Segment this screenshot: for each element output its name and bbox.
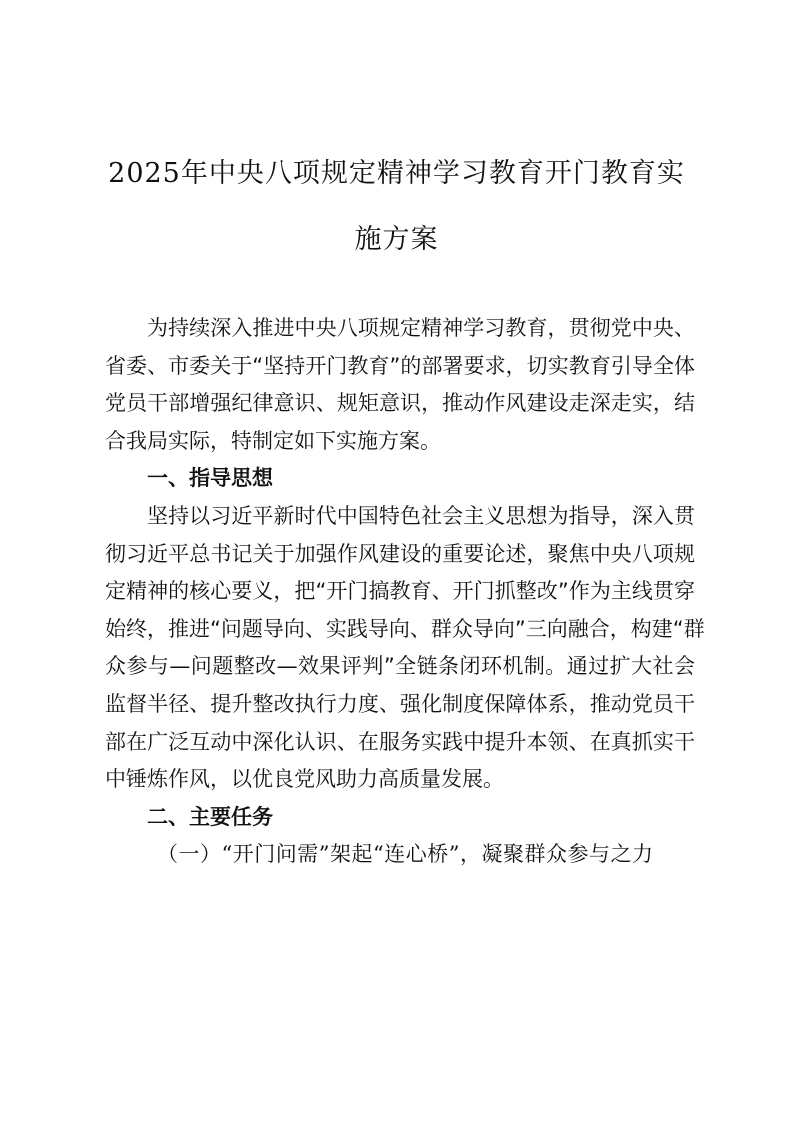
document-title-line-1: 2025年中央八项规定精神学习教育开门教育实 [108,158,685,189]
section1-line-4: 始终，推进“问题导向、实践导向、群众导向”三向融合，构建“群 [105,616,705,641]
subsection-heading-1: （一）“开门问需”架起“连心桥”，凝聚群众参与之力 [157,842,654,867]
section1-line-8: 中锤炼作风，以优良党风助力高质量发展。 [105,767,504,792]
document-body [105,310,705,874]
section1-line-6: 监督半径、提升整改执行力度、强化制度保障体系，推动党员干 [105,691,695,716]
section-heading-guiding-ideology: 一、指导思想 [147,466,273,491]
section1-line-7: 部在广泛互动中深化认识、在服务实践中提升本领、在真抓实干 [105,729,695,754]
section1-line-2: 彻习近平总书记关于加强作风建设的重要论述，聚焦中央八项规 [105,541,695,566]
intro-line-4: 合我局实际，特制定如下实施方案。 [105,428,441,453]
section-heading-main-tasks: 二、主要任务 [147,804,273,829]
section1-line-3: 定精神的核心要义，把“开门搞教育、开门抓整改”作为主线贯穿 [105,579,695,604]
section1-line-5: 众参与—问题整改—效果评判”全链条闭环机制。通过扩大社会 [105,654,695,679]
document-title-line-2: 施方案 [354,224,439,255]
intro-line-3: 党员干部增强纪律意识、规矩意识，推动作风建设走深走实，结 [105,391,695,416]
intro-line-1: 为持续深入推进中央八项规定精神学习教育，贯彻党中央、 [147,316,695,340]
intro-line-2: 省委、市委关于“坚持开门教育”的部署要求，切实教育引导全体 [105,353,695,378]
section1-line-1: 坚持以习近平新时代中国特色社会主义思想为指导，深入贯 [147,503,695,528]
